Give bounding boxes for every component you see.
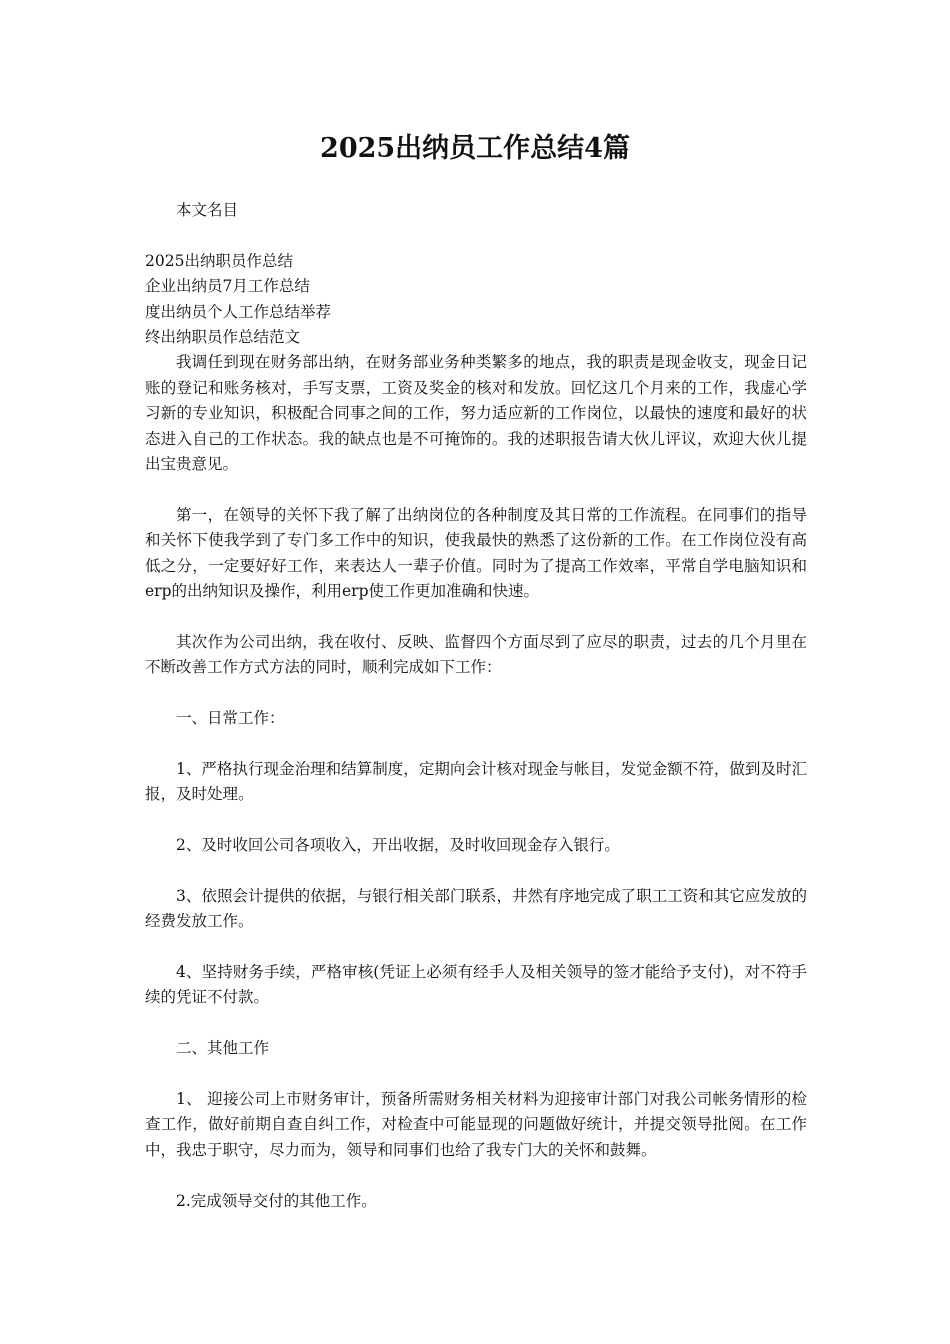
list-item: 2.完成领导交付的其他工作。 <box>176 1191 377 1210</box>
body-paragraph: 其次作为公司出纳，我在收付、反映、监督四个方面尽到了应尽的职责，过去的几个月里在不断改善工作方式方法的同时，顺利完成如下工作： <box>145 632 807 677</box>
list-item: 1、严格执行现金治理和结算制度，定期向会计核对现金与帐目，发觉金额不符，做到及时汇报，及时处理。 <box>145 759 807 804</box>
body-paragraph: 第一，在领导的关怀下我了解了出纳岗位的各种制度及其日常的工作流程。在同事们的指导和关怀下使我学到了专门多工作中的知识，使我最快的熟悉了这份新的工作。在工作岗位没有高低之分，一定要好好工作，来表达人一辈子价值。同时为了提高工作效率，平常自学电脑知识和erp的出纳知识及操作，利用erp使工作更加准确和快速。 <box>145 505 807 601</box>
document-body <box>145 198 807 1214</box>
toc-item: 企业出纳员7月工作总结 <box>145 277 310 296</box>
list-item: 3、依照会计提供的依据，与银行相关部门联系，井然有序地完成了职工工资和其它应发放的经费发放工作。 <box>145 886 807 931</box>
toc-label: 本文名目 <box>176 201 239 219</box>
list-item: 2、及时收回公司各项收入，开出收据，及时收回现金存入银行。 <box>176 836 620 855</box>
toc-item: 2025出纳职员作总结 <box>145 251 293 270</box>
document-title: 2025出纳员工作总结4篇 <box>320 133 630 164</box>
section-heading: 一、日常工作： <box>176 709 285 728</box>
toc-item: 终出纳职员作总结范文 <box>145 328 301 347</box>
list-item: 1、 迎接公司上市财务审计，预备所需财务相关材料为迎接审计部门对我公司帐务情形的检查工作，做好前期自查自纠工作，对检查中可能显现的问题做好统计，并提交领导批阅。在工作中，我忠于职守，尽力而为，领导和同事们也给了我专门大的关怀和鼓舞。 <box>145 1090 807 1159</box>
section-heading: 二、其他工作 <box>176 1039 270 1058</box>
toc-item: 度出纳员个人工作总结举荐 <box>145 302 332 321</box>
body-paragraph: 我调任到现在财务部出纳，在财务部业务种类繁多的地点，我的职责是现金收支，现金日记账的登记和账务核对，手写支票，工资及奖金的核对和发放。回忆这几个月来的工作，我虚心学习新的专业知识，积极配合同事之间的工作，努力适应新的工作岗位，以最快的速度和最好的状态进入自己的工作状态。我的缺点也是不可掩饰的。我的述职报告请大伙儿评议，欢迎大伙儿提出宝贵意见。 <box>145 353 807 474</box>
list-item: 4、坚持财务手续，严格审核(凭证上必须有经手人及相关领导的签才能给予支付)，对不符手续的凭证不付款。 <box>145 963 807 1007</box>
